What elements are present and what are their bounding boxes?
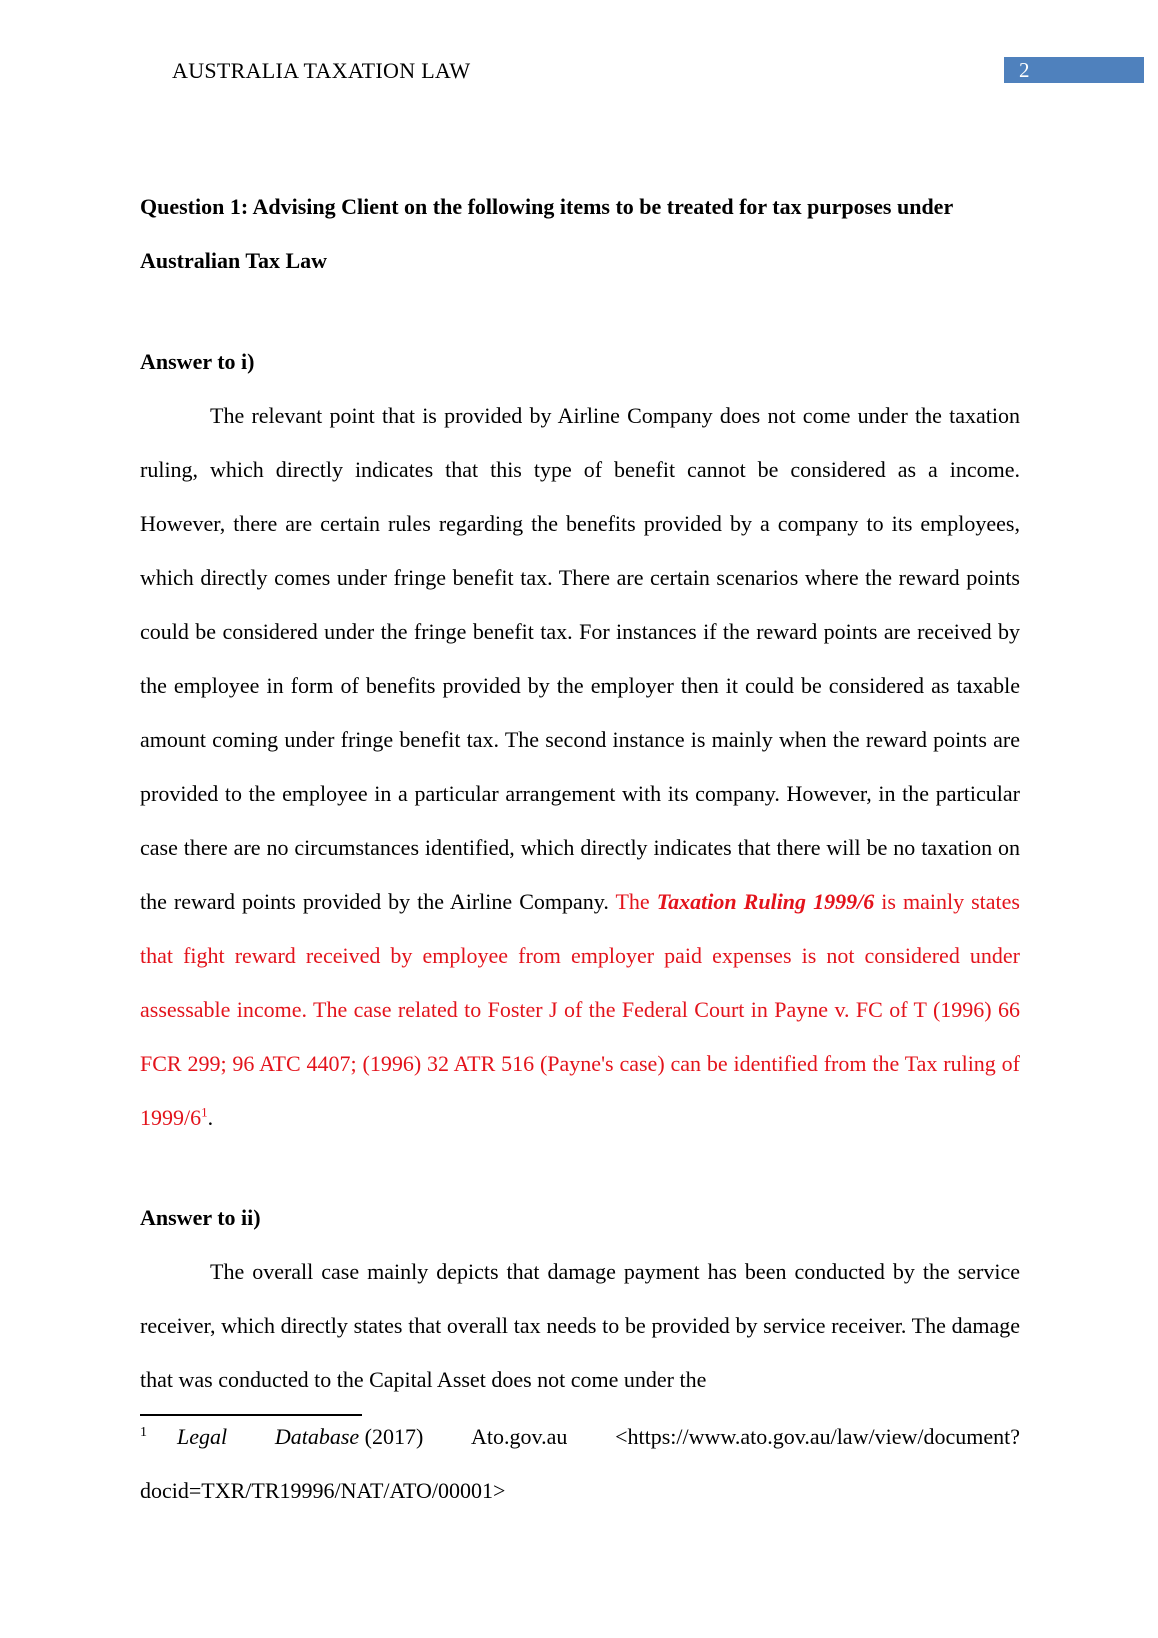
answer-ii-heading: Answer to ii) [140,1205,261,1230]
answer-i-red-prefix: The [608,889,657,914]
footnote-site: Ato.gov.au [471,1424,568,1449]
footnote-reference[interactable]: 1 [201,1104,208,1120]
answer-i-red-text: is mainly states that fight reward received by employee from employer paid expenses is not considered under assessable income. The case related to Foster J of the Federal Court in Payne v. FC of T (1996) 66 FCR 299; 96 ATC 4407; (1996) 32 ATR 516 (Payne's case) can be identified from the Tax ruling of 1999/6 [140,889,1020,1130]
page-number-badge: 2 [1004,57,1144,83]
footnote-line-1 [140,1410,1020,1464]
running-header-title: AUSTRALIA TAXATION LAW [172,58,471,83]
answer-ii-paragraph: The overall case mainly depicts that damage payment has been conducted by the service receiver, which directly states that overall tax needs to be provided by service receiver. The damage that was conducted to the Capital Asset does not come under the [140,1259,1020,1392]
taxation-ruling-reference: Taxation Ruling 1999/6 [656,889,875,914]
footnote-legal: Legal [177,1424,228,1449]
footnote-url-start[interactable]: <https://www.ato.gov.au/law/view/document? [615,1424,1020,1449]
footnote [140,1410,1020,1518]
main-content [140,180,1020,1407]
question-heading: Question 1: Advising Client on the following items to be treated for tax purposes under Australian Tax Law [140,194,953,273]
answer-i-paragraph [140,389,1020,1145]
paragraph-gap [140,1145,1020,1191]
footnote-number: 1 [140,1424,147,1440]
footnote-url-end[interactable]: docid=TXR/TR19996/NAT/ATO/00001> [140,1478,506,1503]
footnote-lead [140,1410,227,1464]
footnote-database: Database [274,1424,360,1449]
answer-i-heading: Answer to i) [140,349,255,374]
footnote-year: (2017) [364,1424,424,1449]
answer-i-body: The relevant point that is provided by Airline Company does not come under the taxation ruling, which directly indicates that this type of benefit cannot be considered as a income. However, there are certain rules regarding the benefits provided by a company to its employees, which directly comes under fringe benefit tax. There are certain scenarios where the reward points could be considered under the fringe benefit tax. For instances if the reward points are received by the employee in form of benefits provided by the employer then it could be considered as taxable amount coming under fringe benefit tax. The second instance is mainly when the reward points are provided to the employee in a particular arrangement with its company. However, in the particular case there are no circumstances identified, which directly indicates that there will be no taxation on the reward points provided by the Airline Company. [140,403,1020,914]
footnote-db-group [275,1410,423,1464]
answer-i-end-punct: . [207,1105,214,1130]
